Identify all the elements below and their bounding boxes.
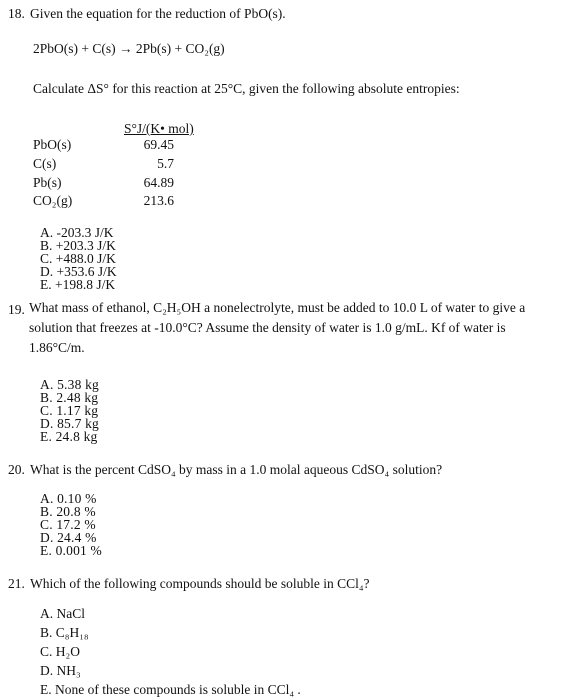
option[interactable]: A. 5.38 kg xyxy=(40,377,99,392)
entropy-row-value: 64.89 xyxy=(143,175,174,190)
option[interactable]: E. +198.8 J/K xyxy=(40,277,116,292)
option[interactable]: C. 17.2 % xyxy=(40,517,96,532)
option[interactable]: A. -203.3 J/K xyxy=(40,225,114,240)
entropy-row-species: Pb(s) xyxy=(33,175,62,190)
option[interactable]: D. NH₃ xyxy=(40,663,81,678)
q18-number: 18. xyxy=(8,6,25,21)
q19-prompt xyxy=(29,298,554,358)
q21-number: 21. xyxy=(8,576,25,591)
q20-options xyxy=(40,492,102,557)
entropy-row-value: 5.7 xyxy=(157,156,174,171)
entropy-table-header: S°J/(K• mol) xyxy=(124,121,194,136)
option[interactable]: D. +353.6 J/K xyxy=(40,264,117,279)
q18-equation: 2PbO(s) + C(s) → 2Pb(s) + CO₂(g) xyxy=(33,41,225,56)
option[interactable]: B. +203.3 J/K xyxy=(40,238,116,253)
option[interactable]: C. 1.17 kg xyxy=(40,403,99,418)
option[interactable]: C. H₂O xyxy=(40,644,80,659)
q21-options xyxy=(40,604,301,699)
entropy-row-species: C(s) xyxy=(33,156,57,171)
entropy-row-value: 69.45 xyxy=(143,137,174,152)
option[interactable]: D. 24.4 % xyxy=(40,530,97,545)
option[interactable]: E. 24.8 kg xyxy=(40,429,98,444)
q19-prompt-text: What mass of ethanol, C₂H₅OH a nonelectrolyte, must be added to 10.0 L of water to give a solution that freezes at -10.0°C? Assume the density of water is 1.0 g/mL. Kf of water is 1.86°C/m. xyxy=(29,300,526,355)
entropy-row-value: 213.6 xyxy=(143,193,174,208)
option[interactable]: E. 0.001 % xyxy=(40,543,102,558)
q20-number: 20. xyxy=(8,462,25,477)
option[interactable]: D. 85.7 kg xyxy=(40,416,99,431)
option[interactable]: B. C₈H₁₈ xyxy=(40,625,89,640)
option[interactable]: E. None of these compounds is soluble in CCl₄ . xyxy=(40,682,301,697)
q19-options xyxy=(40,378,99,443)
q18-prompt: Given the equation for the reduction of PbO(s). xyxy=(30,6,286,21)
q21-prompt: Which of the following compounds should be soluble in CCl₄? xyxy=(30,576,370,591)
option[interactable]: B. 20.8 % xyxy=(40,504,96,519)
q18-instruction: Calculate ΔS° for this reaction at 25°C, given the following absolute entropies: xyxy=(33,81,460,96)
option[interactable]: A. NaCl xyxy=(40,606,85,621)
option[interactable]: C. +488.0 J/K xyxy=(40,251,116,266)
q19-number: 19. xyxy=(8,302,25,317)
q18-options xyxy=(40,226,117,291)
q20-prompt: What is the percent CdSO₄ by mass in a 1.0 molal aqueous CdSO₄ solution? xyxy=(30,462,443,477)
entropy-row-species: CO₂(g) xyxy=(33,193,73,208)
entropy-row-species: PbO(s) xyxy=(33,137,72,152)
option[interactable]: A. 0.10 % xyxy=(40,491,97,506)
option[interactable]: B. 2.48 kg xyxy=(40,390,99,405)
